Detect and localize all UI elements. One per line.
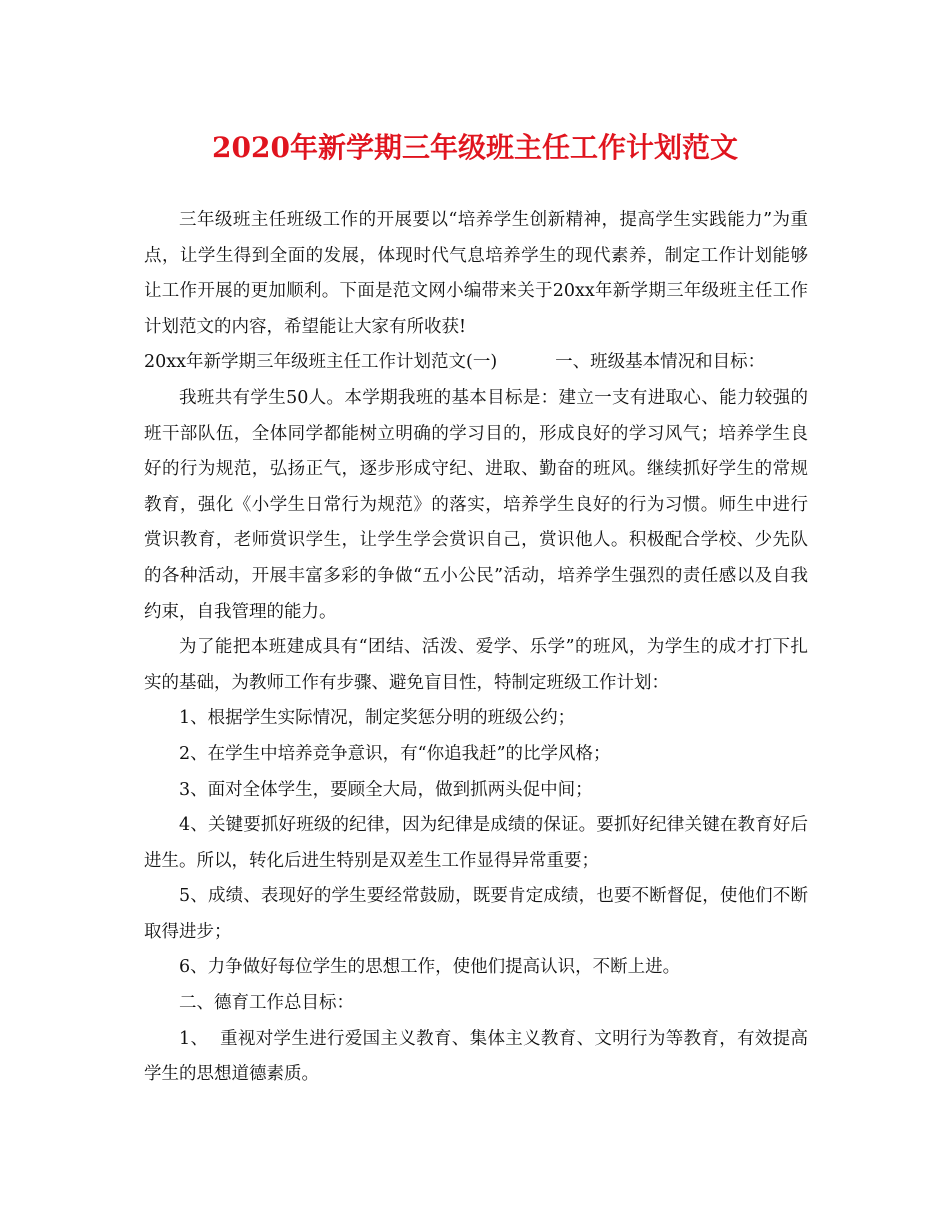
list-item: 5、成绩、表现好的学生要经常鼓励，既要肯定成绩，也要不断督促，使他们不断取得进步； [144, 886, 808, 942]
section1-heading-line [144, 345, 808, 381]
document-title: 2020年新学期三年级班主任工作计划范文 [212, 131, 738, 164]
section2-heading: 二、德育工作总目标： [179, 993, 354, 1014]
section1-subheading: 一、班级基本情况和目标： [555, 352, 766, 373]
section1-heading: 20xx年新学期三年级班主任工作计划范文(一) [144, 352, 498, 373]
list-item: 1、根据学生实际情况，制定奖惩分明的班级公约； [179, 708, 576, 729]
list-item: 4、关键要抓好班级的纪律，因为纪律是成绩的保证。要抓好纪律关键在教育好后进生。所以，转化后进生特别是双差生工作显得异常重要； [144, 815, 808, 871]
basic-info-paragraph: 我班共有学生50人。本学期我班的基本目标是：建立一支有进取心、能力较强的班干部队伍，全体同学都能树立明确的学习目的，形成良好的学习风气；培养学生良好的行为规范，弘扬正气，逐步形成守纪、进取、勤奋的班风。继续抓好学生的常规教育，强化《小学生日常行为规范》的落实，培养学生良好的行为习惯。师生中进行赏识教育，老师赏识学生，让学生学会赏识自己，赏识他人。积极配合学校、少先队的各种活动，开展丰富多彩的争做“五小公民”活动，培养学生强烈的责任感以及自我约束，自我管理的能力。 [144, 387, 808, 622]
plan-paragraph: 为了能把本班建成具有“团结、活泼、爱学、乐学”的班风，为学生的成才打下扎实的基础，为教师工作有步骤、避免盲目性，特制定班级工作计划： [144, 637, 808, 693]
section2-item: 1、 重视对学生进行爱国主义教育、集体主义教育、文明行为等教育，有效提高学生的思想道德素质。 [144, 1028, 808, 1085]
list-item: 3、面对全体学生，要顾全大局，做到抓两头促中间； [179, 779, 593, 800]
intro-paragraph: 三年级班主任班级工作的开展要以“培养学生创新精神，提高学生实践能力”为重点，让学生得到全面的发展，体现时代气息培养学生的现代素养，制定工作计划能够让工作开展的更加顺利。下面是范文网小编带来关于20xx年新学期三年级班主任工作计划范文的内容，希望能让大家有所收获! [144, 210, 808, 337]
list-item: 2、在学生中培养竞争意识，有“你追我赶”的比学风格； [179, 743, 611, 764]
document-body [144, 203, 808, 1093]
list-item: 6、力争做好每位学生的思想工作，使他们提高认识，不断上进。 [179, 957, 681, 978]
